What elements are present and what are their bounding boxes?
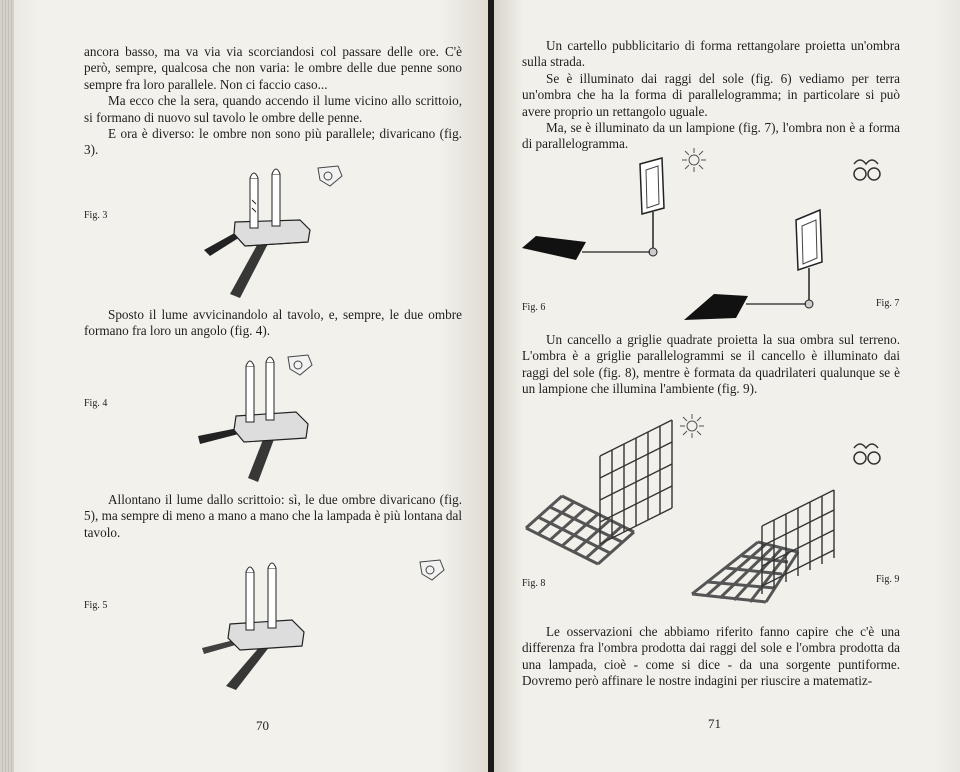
paragraph: Sposto il lume avvicinandolo al tavolo, e, sempre, le due ombre formano fra loro un angolo (fig. 4).: [84, 307, 462, 339]
fig4-pen-holder-illustration: [196, 350, 366, 485]
paragraph: Ma ecco che la sera, quando accendo il lume vicino allo scrittoio, si formano di nuovo sul tavolo le ombre delle penne.: [84, 93, 462, 125]
paragraph: Se è illuminato dai raggi del sole (fig. 6) vediamo per terra un'ombra che ha la forma di parallelogramma; in particolare si può avere proprio un rettangolo uguale.: [522, 70, 900, 119]
text-block-middle: [522, 332, 900, 398]
text-block-top: [84, 44, 462, 159]
text-block-bottom: [522, 624, 900, 690]
paragraph: E ora è diverso: le ombre non sono più parallele; divaricano (fig. 3).: [84, 126, 462, 158]
text-block-middle: [84, 307, 462, 340]
lamp-icon: [418, 558, 446, 582]
figure-caption: Fig. 5: [84, 600, 108, 611]
right-page: [494, 0, 960, 772]
text-block-top: [522, 38, 900, 153]
paragraph: Un cartello pubblicitario di forma rettangolare proietta un'ombra sulla strada.: [522, 38, 900, 70]
fig8-fig9-gate-illustration: [522, 416, 902, 602]
paragraph: Allontano il lume dallo scrittoio: sì, le due ombre divaricano (fig. 5), ma sempre di meno a mano a mano che la lampada è più lontana dal tavolo.: [84, 492, 462, 540]
lamp-icon: [286, 353, 314, 377]
figure-caption: Fig. 9: [876, 574, 900, 585]
lamp-icon: [316, 164, 344, 188]
page-number: 71: [708, 716, 721, 731]
paragraph: Un cancello a griglie quadrate proietta la sua ombra sul terreno. L'ombra è a griglie parallelogrammi se il cancello è illuminato dai raggi del sole (fig. 8), mentre è formata da quadrilateri qualunque se è un lampione che illumina l'ambiente (fig. 9).: [522, 332, 900, 397]
figure-caption: Fig. 7: [876, 298, 900, 309]
paragraph: ancora basso, ma va via via scorciandosi col passare delle ore. C'è però, sempre, qualcosa che non varia: le ombre delle due penne sono sempre fra loro parallele. Non ci faccio caso...: [84, 44, 462, 92]
page-edge-stack: [0, 0, 14, 772]
figure-caption: Fig. 8: [522, 578, 546, 589]
fig6-fig7-billboard-illustration: [522, 156, 902, 326]
paragraph: Le osservazioni che abbiamo riferito fanno capire che c'è una differenza fra l'ombra prodotta dai raggi del sole e l'ombra prodotta da una lampada, cioè - come si dice - da una sorgente puntiforme. Dovremo però affinare le nostre indagini per riuscire a matematiz-: [522, 624, 900, 689]
paragraph: Ma, se è illuminato da un lampione (fig. 7), l'ombra non è a forma di parallelogramma.: [522, 120, 900, 152]
figure-caption: Fig. 3: [84, 210, 108, 221]
figure-caption: Fig. 4: [84, 398, 108, 409]
text-block-bottom: [84, 492, 462, 541]
page-number: 70: [256, 718, 269, 733]
fig5-pen-holder-illustration: [196, 562, 366, 702]
figure-caption: Fig. 6: [522, 302, 546, 313]
